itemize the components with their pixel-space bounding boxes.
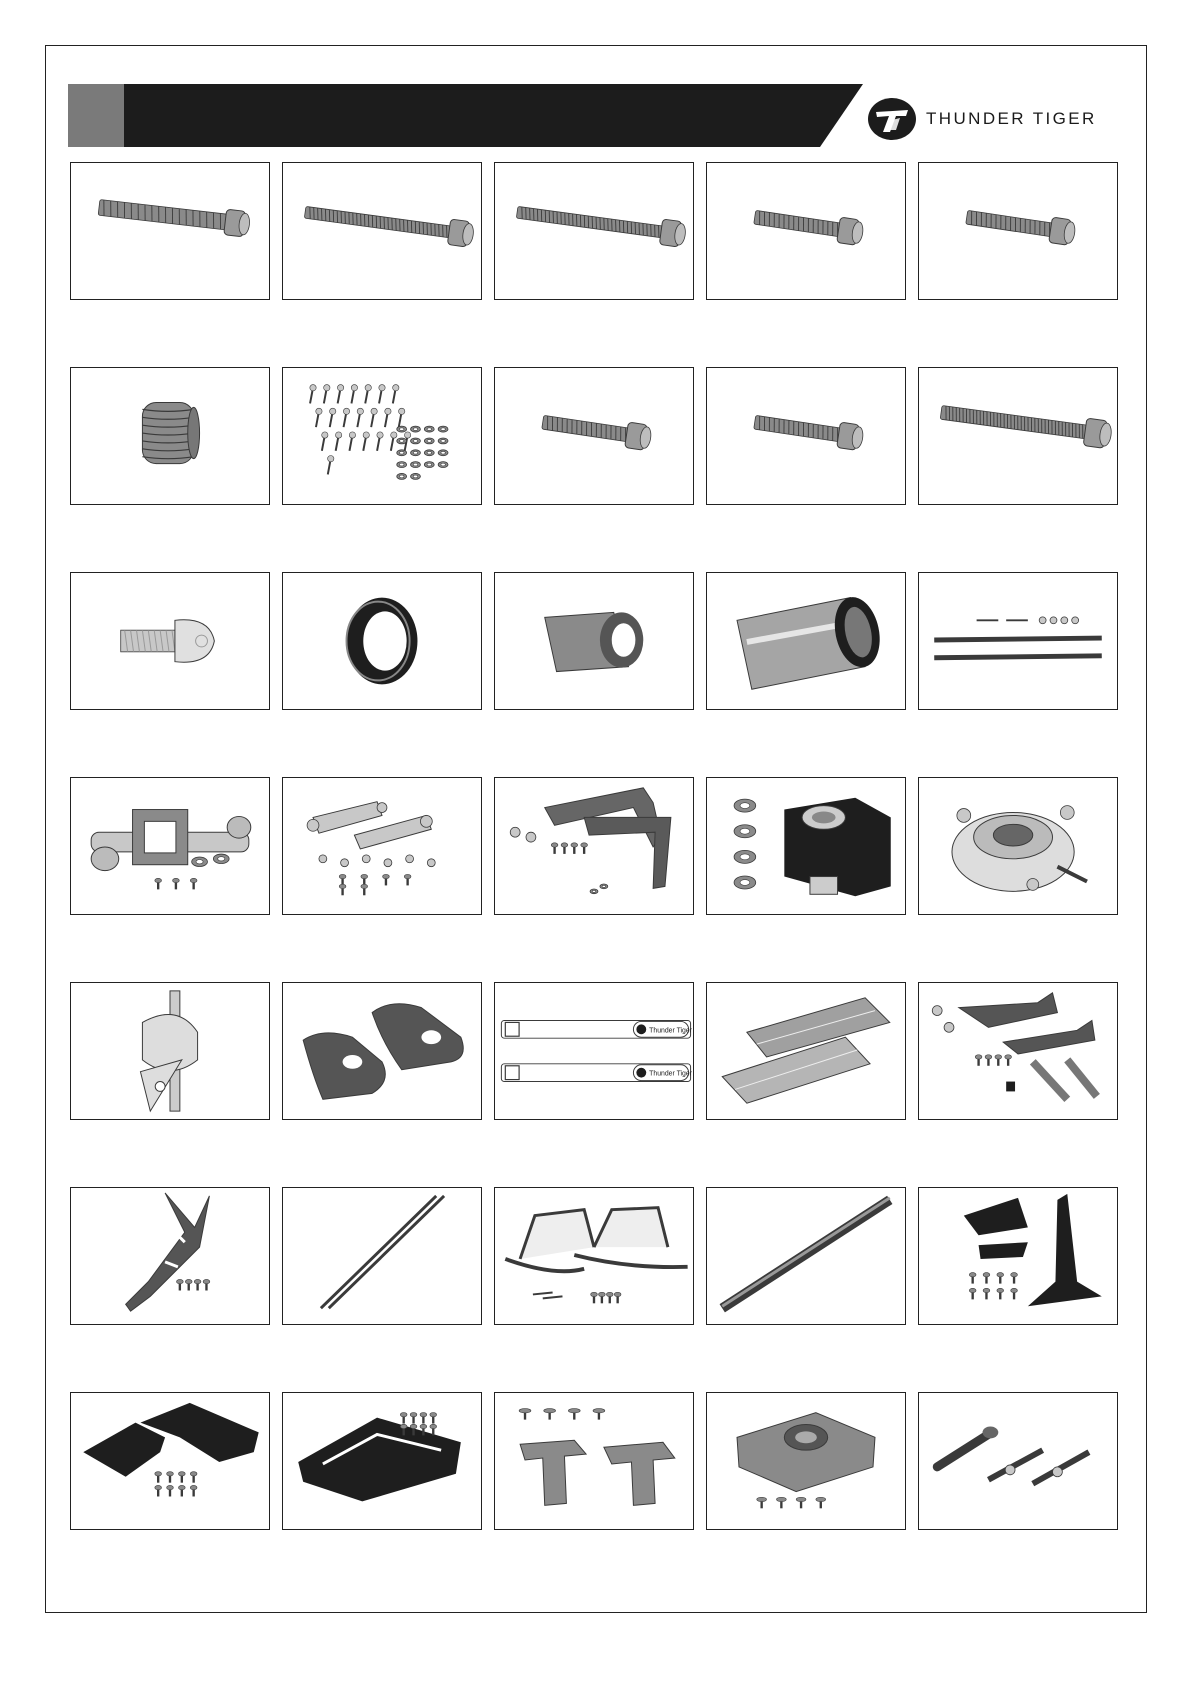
- part-cell: [70, 777, 270, 915]
- part-cell: [70, 572, 270, 710]
- part-cell: [706, 572, 906, 710]
- motor-mount-block-icon: [707, 1393, 905, 1529]
- bushing-collar-icon: [495, 573, 693, 709]
- part-cell: [706, 982, 906, 1120]
- part-cell: [282, 162, 482, 300]
- washout-arms-icon: [495, 778, 693, 914]
- strap-label: Thunder Tiger: [649, 1070, 693, 1078]
- strap-label: Thunder Tiger: [649, 1027, 693, 1035]
- t-bracket-mounts-icon: [495, 1393, 693, 1529]
- battery-strap-icon: [495, 983, 693, 1119]
- tail-pitch-slider-icon: [71, 983, 269, 1119]
- horizontal-fin-icon: [707, 983, 905, 1119]
- tail-bellcranks-icon: [919, 983, 1117, 1119]
- part-cell: [282, 572, 482, 710]
- part-cell: [918, 1187, 1118, 1325]
- shoulder-bolt-icon: [919, 368, 1117, 504]
- part-cell: [494, 777, 694, 915]
- part-cell: [918, 367, 1118, 505]
- part-cell: [282, 367, 482, 505]
- screw-assortment-icon: [283, 368, 481, 504]
- part-cell: [282, 1187, 482, 1325]
- socket-cap-screw-icon: [919, 163, 1117, 299]
- part-cell: [70, 1392, 270, 1530]
- part-cell: [282, 1392, 482, 1530]
- part-cell: [494, 367, 694, 505]
- landing-skid-icon: [495, 1188, 693, 1324]
- part-cell: [706, 162, 906, 300]
- long-socket-cap-screw-icon: [495, 163, 693, 299]
- part-cell: [494, 162, 694, 300]
- part-cell: [706, 777, 906, 915]
- canopy-mount-bracket-icon: [283, 983, 481, 1119]
- long-socket-cap-screw-icon: [283, 163, 481, 299]
- button-head-screw-icon: [71, 573, 269, 709]
- section-header-bar: [68, 84, 863, 147]
- socket-cap-screw-icon: [707, 368, 905, 504]
- rotor-head-block-icon: [71, 778, 269, 914]
- part-cell: [494, 1187, 694, 1325]
- parts-grid: [70, 162, 1130, 1542]
- frame-plates-icon: [71, 1393, 269, 1529]
- tail-support-rods-icon: [283, 1188, 481, 1324]
- socket-cap-screw-icon: [495, 368, 693, 504]
- mixing-arms-icon: [283, 778, 481, 914]
- metal-sleeve-icon: [707, 573, 905, 709]
- swashplate-icon: [919, 778, 1117, 914]
- part-cell: [918, 1392, 1118, 1530]
- part-cell: [494, 1392, 694, 1530]
- part-cell: [70, 367, 270, 505]
- part-cell: [70, 1187, 270, 1325]
- part-cell: [918, 982, 1118, 1120]
- washer-ring-icon: [283, 573, 481, 709]
- thunder-tiger-logo-icon: [866, 96, 918, 142]
- part-cell: [494, 982, 694, 1120]
- socket-cap-screw-icon: [707, 163, 905, 299]
- part-cell: [918, 777, 1118, 915]
- part-cell: [918, 572, 1118, 710]
- canopy-posts-icon: [919, 1393, 1117, 1529]
- part-cell: [706, 367, 906, 505]
- part-cell: [282, 982, 482, 1120]
- part-cell: [70, 982, 270, 1120]
- part-cell: [918, 162, 1118, 300]
- brand-name: THUNDER TIGER: [926, 109, 1097, 128]
- brand-logo: [866, 96, 1126, 142]
- bearing-block-icon: [707, 778, 905, 914]
- part-cell: [706, 1392, 906, 1530]
- battery-tray-icon: [283, 1393, 481, 1529]
- part-cell: [706, 1187, 906, 1325]
- self-tapping-flange-screw-icon: [71, 163, 269, 299]
- set-screw-icon: [71, 368, 269, 504]
- tail-fin-mount-icon: [919, 1188, 1117, 1324]
- vertical-fin-icon: [71, 1188, 269, 1324]
- tail-boom-icon: [707, 1188, 905, 1324]
- part-cell: [70, 162, 270, 300]
- linkage-rods-icon: [919, 573, 1117, 709]
- part-cell: [494, 572, 694, 710]
- part-cell: [282, 777, 482, 915]
